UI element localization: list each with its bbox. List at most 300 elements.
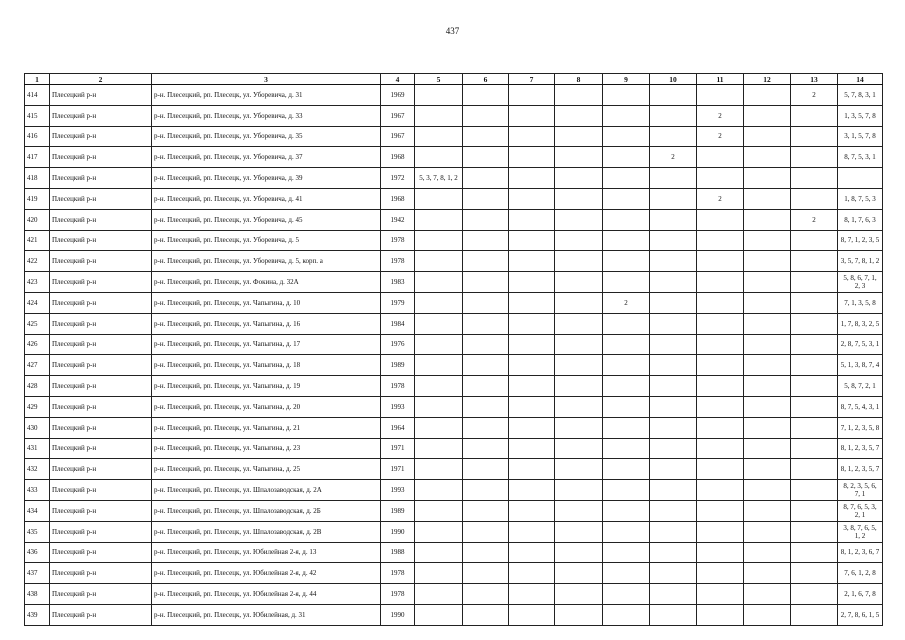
table-row	[25, 230, 883, 251]
table-cell-col-13	[791, 604, 838, 625]
table-cell-col-6	[463, 209, 509, 230]
table-cell-col-5	[415, 313, 463, 334]
table-cell-col-11	[697, 292, 744, 313]
table-cell-col-8	[555, 480, 603, 501]
table-cell-col-11	[697, 230, 744, 251]
table-cell-col-10	[650, 521, 697, 542]
table-cell-col-12	[744, 480, 791, 501]
table-cell-col-13	[791, 542, 838, 563]
table-cell-col-6	[463, 396, 509, 417]
table-cell-col-6	[463, 105, 509, 126]
table-cell-col-1: 435	[25, 521, 50, 542]
table-cell-col-8	[555, 230, 603, 251]
table-cell-col-4: 1971	[381, 459, 415, 480]
table-cell-col-3: р-н. Плесецкий, рп. Плесецк, ул. Чапыгина, д. 16	[152, 313, 381, 334]
table-cell-col-7	[509, 126, 555, 147]
table-row	[25, 396, 883, 417]
table-cell-col-3: р-н. Плесецкий, рп. Плесецк, ул. Чапыгина, д. 10	[152, 292, 381, 313]
table-cell-col-10	[650, 168, 697, 189]
table-cell-col-11	[697, 438, 744, 459]
table-cell-col-8	[555, 500, 603, 521]
table-cell-col-6	[463, 334, 509, 355]
table-cell-col-6	[463, 438, 509, 459]
table-cell-col-13	[791, 292, 838, 313]
table-cell-col-2: Плесецкий р-н	[50, 85, 152, 106]
table-cell-col-2: Плесецкий р-н	[50, 147, 152, 168]
table-row	[25, 563, 883, 584]
table-cell-col-13	[791, 230, 838, 251]
table-cell-col-1: 436	[25, 542, 50, 563]
table-cell-col-13	[791, 521, 838, 542]
table-cell-col-8	[555, 209, 603, 230]
table-cell-col-12	[744, 168, 791, 189]
table-cell-col-7	[509, 542, 555, 563]
table-cell-col-11	[697, 334, 744, 355]
table-cell-col-2: Плесецкий р-н	[50, 438, 152, 459]
table-cell-col-14: 5, 1, 3, 8, 7, 4	[838, 355, 883, 376]
table-cell-col-12	[744, 459, 791, 480]
table-cell-col-14: 2, 8, 7, 5, 3, 1	[838, 334, 883, 355]
table-cell-col-11	[697, 168, 744, 189]
table-row	[25, 188, 883, 209]
table-cell-col-14: 8, 1, 2, 3, 5, 7	[838, 459, 883, 480]
table-cell-col-2: Плесецкий р-н	[50, 376, 152, 397]
table-cell-col-5	[415, 292, 463, 313]
table-cell-col-3: р-н. Плесецкий, рп. Плесецк, ул. Фокина, д. 32А	[152, 272, 381, 293]
table-cell-col-9	[603, 334, 650, 355]
table-cell-col-11	[697, 85, 744, 106]
table-cell-col-13	[791, 396, 838, 417]
table-cell-col-10	[650, 313, 697, 334]
table-cell-col-4: 1989	[381, 355, 415, 376]
table-cell-col-6	[463, 542, 509, 563]
table-cell-col-10: 2	[650, 147, 697, 168]
table-cell-col-1: 420	[25, 209, 50, 230]
table-cell-col-5	[415, 500, 463, 521]
table-cell-col-5	[415, 376, 463, 397]
table-cell-col-2: Плесецкий р-н	[50, 105, 152, 126]
table-cell-col-6	[463, 126, 509, 147]
table-cell-col-8	[555, 521, 603, 542]
table-row	[25, 542, 883, 563]
table-row	[25, 355, 883, 376]
table-cell-col-14: 5, 8, 7, 2, 1	[838, 376, 883, 397]
table-cell-col-6	[463, 376, 509, 397]
column-header-12: 12	[744, 74, 791, 85]
table-cell-col-12	[744, 438, 791, 459]
housing-register-table	[24, 73, 883, 626]
table-cell-col-9	[603, 147, 650, 168]
table-cell-col-14: 8, 7, 5, 3, 1	[838, 147, 883, 168]
table-cell-col-11	[697, 604, 744, 625]
table-cell-col-2: Плесецкий р-н	[50, 584, 152, 605]
table-cell-col-13	[791, 147, 838, 168]
column-header-1: 1	[25, 74, 50, 85]
page-number: 437	[445, 26, 460, 36]
table-cell-col-9	[603, 188, 650, 209]
table-cell-col-8	[555, 376, 603, 397]
table-cell-col-9	[603, 584, 650, 605]
table-cell-col-4: 1942	[381, 209, 415, 230]
column-header-4: 4	[381, 74, 415, 85]
table-row	[25, 147, 883, 168]
table-cell-col-13	[791, 563, 838, 584]
table-cell-col-9	[603, 105, 650, 126]
table-cell-col-11	[697, 209, 744, 230]
table-cell-col-9	[603, 500, 650, 521]
table-cell-col-2: Плесецкий р-н	[50, 459, 152, 480]
table-cell-col-12	[744, 251, 791, 272]
table-cell-col-2: Плесецкий р-н	[50, 542, 152, 563]
table-cell-col-4: 1978	[381, 376, 415, 397]
table-cell-col-12	[744, 521, 791, 542]
table-cell-col-13: 2	[791, 209, 838, 230]
table-cell-col-7	[509, 355, 555, 376]
table-cell-col-2: Плесецкий р-н	[50, 292, 152, 313]
table-cell-col-6	[463, 500, 509, 521]
table-cell-col-14: 3, 8, 7, 6, 5, 1, 2	[838, 521, 883, 542]
table-cell-col-3: р-н. Плесецкий, рп. Плесецк, ул. Уборевича, д. 37	[152, 147, 381, 168]
table-cell-col-2: Плесецкий р-н	[50, 355, 152, 376]
table-cell-col-6	[463, 563, 509, 584]
table-cell-col-9	[603, 521, 650, 542]
table-cell-col-12	[744, 334, 791, 355]
table-cell-col-5	[415, 563, 463, 584]
table-cell-col-3: р-н. Плесецкий, рп. Плесецк, ул. Юбилейная 2-я, д. 13	[152, 542, 381, 563]
table-row	[25, 604, 883, 625]
table-cell-col-11	[697, 500, 744, 521]
table-cell-col-3: р-н. Плесецкий, рп. Плесецк, ул. Чапыгина, д. 19	[152, 376, 381, 397]
table-cell-col-3: р-н. Плесецкий, рп. Плесецк, ул. Уборевича, д. 45	[152, 209, 381, 230]
table-cell-col-5	[415, 147, 463, 168]
table-cell-col-12	[744, 563, 791, 584]
table-cell-col-7	[509, 500, 555, 521]
table-cell-col-7	[509, 251, 555, 272]
table-cell-col-5	[415, 188, 463, 209]
table-cell-col-11	[697, 313, 744, 334]
table-row	[25, 168, 883, 189]
table-cell-col-4: 1964	[381, 417, 415, 438]
table-row	[25, 292, 883, 313]
table-cell-col-4: 1967	[381, 126, 415, 147]
table-cell-col-9	[603, 604, 650, 625]
table-cell-col-4: 1979	[381, 292, 415, 313]
table-cell-col-4: 1968	[381, 147, 415, 168]
table-cell-col-4: 1969	[381, 85, 415, 106]
table-cell-col-11	[697, 480, 744, 501]
table-cell-col-7	[509, 417, 555, 438]
table-cell-col-12	[744, 604, 791, 625]
table-cell-col-11	[697, 396, 744, 417]
table-cell-col-7	[509, 604, 555, 625]
table-cell-col-12	[744, 542, 791, 563]
table-cell-col-12	[744, 500, 791, 521]
table-cell-col-8	[555, 604, 603, 625]
table-cell-col-1: 425	[25, 313, 50, 334]
table-cell-col-3: р-н. Плесецкий, рп. Плесецк, ул. Чапыгина, д. 21	[152, 417, 381, 438]
table-cell-col-13	[791, 584, 838, 605]
table-cell-col-7	[509, 292, 555, 313]
table-cell-col-8	[555, 542, 603, 563]
table-cell-col-12	[744, 188, 791, 209]
table-cell-col-5	[415, 230, 463, 251]
column-header-14: 14	[838, 74, 883, 85]
table-cell-col-10	[650, 563, 697, 584]
table-cell-col-12	[744, 126, 791, 147]
table-row	[25, 500, 883, 521]
table-cell-col-12	[744, 584, 791, 605]
table-cell-col-13	[791, 105, 838, 126]
table-cell-col-1: 439	[25, 604, 50, 625]
table-cell-col-13	[791, 459, 838, 480]
table-cell-col-12	[744, 230, 791, 251]
table-cell-col-7	[509, 459, 555, 480]
table-cell-col-5	[415, 355, 463, 376]
table-cell-col-14: 3, 1, 5, 7, 8	[838, 126, 883, 147]
table-cell-col-8	[555, 272, 603, 293]
table-cell-col-14: 7, 1, 2, 3, 5, 8	[838, 417, 883, 438]
table-cell-col-6	[463, 459, 509, 480]
table-cell-col-4: 1989	[381, 500, 415, 521]
table-cell-col-8	[555, 459, 603, 480]
table-cell-col-1: 423	[25, 272, 50, 293]
table-cell-col-13	[791, 417, 838, 438]
table-cell-col-10	[650, 126, 697, 147]
table-cell-col-3: р-н. Плесецкий, рп. Плесецк, ул. Шпалозаводская, д. 2Б	[152, 500, 381, 521]
table-cell-col-3: р-н. Плесецкий, рп. Плесецк, ул. Шпалозаводская, д. 2А	[152, 480, 381, 501]
table-cell-col-1: 427	[25, 355, 50, 376]
table-cell-col-3: р-н. Плесецкий, рп. Плесецк, ул. Чапыгина, д. 18	[152, 355, 381, 376]
table-cell-col-8	[555, 438, 603, 459]
table-cell-col-14: 1, 7, 8, 3, 2, 5	[838, 313, 883, 334]
table-cell-col-1: 431	[25, 438, 50, 459]
table-cell-col-9	[603, 563, 650, 584]
table-cell-col-1: 432	[25, 459, 50, 480]
table-row	[25, 417, 883, 438]
table-cell-col-10	[650, 334, 697, 355]
table-cell-col-8	[555, 251, 603, 272]
column-header-8: 8	[555, 74, 603, 85]
table-cell-col-11	[697, 459, 744, 480]
table-cell-col-4: 1967	[381, 105, 415, 126]
table-cell-col-2: Плесецкий р-н	[50, 272, 152, 293]
table-cell-col-6	[463, 251, 509, 272]
table-cell-col-7	[509, 584, 555, 605]
column-header-7: 7	[509, 74, 555, 85]
table-cell-col-10	[650, 188, 697, 209]
table-cell-col-2: Плесецкий р-н	[50, 500, 152, 521]
table-row	[25, 251, 883, 272]
table-cell-col-9	[603, 272, 650, 293]
table-cell-col-10	[650, 251, 697, 272]
column-header-13: 13	[791, 74, 838, 85]
table-cell-col-12	[744, 147, 791, 168]
table-row	[25, 209, 883, 230]
table-cell-col-5	[415, 85, 463, 106]
table-cell-col-5	[415, 251, 463, 272]
table-cell-col-4: 1984	[381, 313, 415, 334]
table-cell-col-14: 8, 1, 2, 3, 6, 7	[838, 542, 883, 563]
table-cell-col-1: 424	[25, 292, 50, 313]
table-cell-col-1: 415	[25, 105, 50, 126]
table-cell-col-4: 1993	[381, 480, 415, 501]
table-cell-col-1: 418	[25, 168, 50, 189]
table-cell-col-5	[415, 126, 463, 147]
table-cell-col-10	[650, 459, 697, 480]
table-cell-col-3: р-н. Плесецкий, рп. Плесецк, ул. Уборевича, д. 5	[152, 230, 381, 251]
table-cell-col-11	[697, 563, 744, 584]
table-cell-col-3: р-н. Плесецкий, рп. Плесецк, ул. Шпалозаводская, д. 2В	[152, 521, 381, 542]
table-cell-col-10	[650, 85, 697, 106]
table-row	[25, 313, 883, 334]
table-cell-col-14: 5, 7, 8, 3, 1	[838, 85, 883, 106]
table-cell-col-2: Плесецкий р-н	[50, 188, 152, 209]
column-header-6: 6	[463, 74, 509, 85]
table-cell-col-10	[650, 417, 697, 438]
table-cell-col-7	[509, 209, 555, 230]
table-cell-col-4: 1976	[381, 334, 415, 355]
table-cell-col-7	[509, 438, 555, 459]
table-cell-col-3: р-н. Плесецкий, рп. Плесецк, ул. Уборевича, д. 39	[152, 168, 381, 189]
table-cell-col-13	[791, 313, 838, 334]
table-cell-col-4: 1978	[381, 230, 415, 251]
table-cell-col-14	[838, 168, 883, 189]
table-cell-col-8	[555, 85, 603, 106]
table-cell-col-8	[555, 334, 603, 355]
table-cell-col-8	[555, 105, 603, 126]
table-cell-col-14: 8, 7, 5, 4, 3, 1	[838, 396, 883, 417]
table-cell-col-7	[509, 334, 555, 355]
table-cell-col-3: р-н. Плесецкий, рп. Плесецк, ул. Уборевича, д. 35	[152, 126, 381, 147]
table-cell-col-6	[463, 584, 509, 605]
table-cell-col-13	[791, 251, 838, 272]
table-cell-col-4: 1971	[381, 438, 415, 459]
table-cell-col-12	[744, 355, 791, 376]
table-cell-col-10	[650, 480, 697, 501]
table-cell-col-3: р-н. Плесецкий, рп. Плесецк, ул. Юбилейная, д. 31	[152, 604, 381, 625]
table-cell-col-1: 433	[25, 480, 50, 501]
table-cell-col-14: 2, 1, 6, 7, 8	[838, 584, 883, 605]
table-cell-col-9	[603, 438, 650, 459]
table-cell-col-5	[415, 272, 463, 293]
table-cell-col-5	[415, 521, 463, 542]
table-cell-col-10	[650, 584, 697, 605]
table-cell-col-2: Плесецкий р-н	[50, 563, 152, 584]
table-cell-col-14: 7, 1, 3, 5, 8	[838, 292, 883, 313]
table-cell-col-14: 5, 8, 6, 7, 1, 2, 3	[838, 272, 883, 293]
table-cell-col-14: 1, 8, 7, 5, 3	[838, 188, 883, 209]
table-cell-col-5	[415, 396, 463, 417]
table-cell-col-5	[415, 480, 463, 501]
table-cell-col-11: 2	[697, 126, 744, 147]
table-cell-col-5	[415, 417, 463, 438]
table-cell-col-9	[603, 459, 650, 480]
table-cell-col-1: 437	[25, 563, 50, 584]
table-cell-col-5	[415, 584, 463, 605]
table-cell-col-4: 1990	[381, 604, 415, 625]
column-header-2: 2	[50, 74, 152, 85]
table-cell-col-2: Плесецкий р-н	[50, 480, 152, 501]
table-cell-col-3: р-н. Плесецкий, рп. Плесецк, ул. Чапыгина, д. 25	[152, 459, 381, 480]
table-cell-col-1: 434	[25, 500, 50, 521]
table-cell-col-10	[650, 105, 697, 126]
table-cell-col-4: 1988	[381, 542, 415, 563]
table-cell-col-10	[650, 376, 697, 397]
table-cell-col-10	[650, 292, 697, 313]
table-cell-col-5	[415, 438, 463, 459]
table-cell-col-4: 1978	[381, 251, 415, 272]
table-cell-col-2: Плесецкий р-н	[50, 230, 152, 251]
table-cell-col-3: р-н. Плесецкий, рп. Плесецк, ул. Юбилейная 2-я, д. 44	[152, 584, 381, 605]
table-cell-col-12	[744, 313, 791, 334]
table-cell-col-7	[509, 105, 555, 126]
table-cell-col-1: 421	[25, 230, 50, 251]
table-cell-col-3: р-н. Плесецкий, рп. Плесецк, ул. Уборевича, д. 5, корп. а	[152, 251, 381, 272]
table-cell-col-2: Плесецкий р-н	[50, 604, 152, 625]
table-cell-col-6	[463, 168, 509, 189]
column-header-11: 11	[697, 74, 744, 85]
table-cell-col-6	[463, 480, 509, 501]
table-cell-col-11	[697, 376, 744, 397]
table-cell-col-12	[744, 105, 791, 126]
table-cell-col-9	[603, 542, 650, 563]
table-cell-col-13	[791, 480, 838, 501]
table-cell-col-13	[791, 188, 838, 209]
table-cell-col-2: Плесецкий р-н	[50, 313, 152, 334]
table-cell-col-7	[509, 396, 555, 417]
table-cell-col-10	[650, 604, 697, 625]
table-cell-col-5	[415, 334, 463, 355]
table-cell-col-1: 438	[25, 584, 50, 605]
table-cell-col-6	[463, 292, 509, 313]
table-cell-col-6	[463, 313, 509, 334]
table-cell-col-2: Плесецкий р-н	[50, 168, 152, 189]
table-cell-col-1: 426	[25, 334, 50, 355]
table-header-row	[25, 74, 883, 85]
table-cell-col-9	[603, 355, 650, 376]
table-cell-col-14: 8, 7, 6, 5, 3, 2, 1	[838, 500, 883, 521]
table-cell-col-7	[509, 521, 555, 542]
table-cell-col-11: 2	[697, 188, 744, 209]
table-cell-col-8	[555, 188, 603, 209]
table-cell-col-4: 1993	[381, 396, 415, 417]
table-cell-col-14: 1, 3, 5, 7, 8	[838, 105, 883, 126]
table-cell-col-3: р-н. Плесецкий, рп. Плесецк, ул. Чапыгина, д. 17	[152, 334, 381, 355]
table-cell-col-3: р-н. Плесецкий, рп. Плесецк, ул. Юбилейная 2-я, д. 42	[152, 563, 381, 584]
table-cell-col-1: 430	[25, 417, 50, 438]
table-row	[25, 126, 883, 147]
table-cell-col-9	[603, 168, 650, 189]
table-cell-col-7	[509, 168, 555, 189]
table-cell-col-10	[650, 230, 697, 251]
table-cell-col-13	[791, 438, 838, 459]
table-cell-col-13	[791, 272, 838, 293]
table-cell-col-9	[603, 376, 650, 397]
table-cell-col-11	[697, 521, 744, 542]
table-cell-col-6	[463, 147, 509, 168]
table-cell-col-6	[463, 230, 509, 251]
table-row	[25, 272, 883, 293]
table-cell-col-4: 1983	[381, 272, 415, 293]
table-cell-col-7	[509, 272, 555, 293]
table-cell-col-9	[603, 126, 650, 147]
table-cell-col-6	[463, 521, 509, 542]
table-cell-col-3: р-н. Плесецкий, рп. Плесецк, ул. Уборевича, д. 33	[152, 105, 381, 126]
table-cell-col-7	[509, 147, 555, 168]
table-cell-col-13	[791, 334, 838, 355]
table-cell-col-8	[555, 563, 603, 584]
table-cell-col-1: 419	[25, 188, 50, 209]
